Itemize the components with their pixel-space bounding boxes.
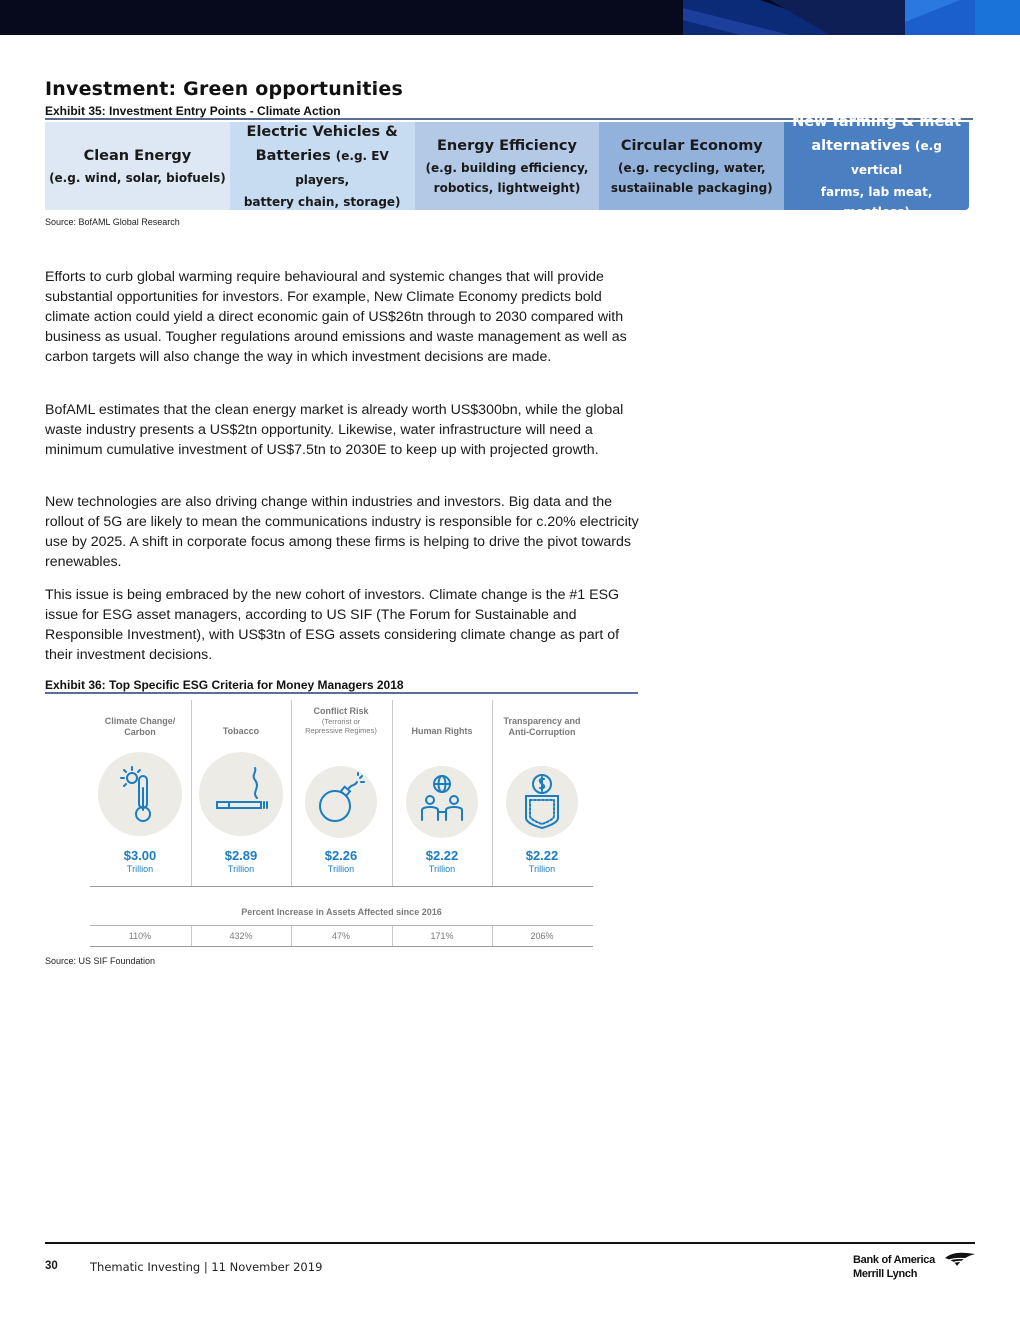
footer-text: Thematic Investing | 11 November 2019 [90,1260,323,1274]
body-paragraph-1: Efforts to curb global warming require behavioural and systemic changes that will provide substantial opportunities for investors. For example, New Climate Economy predicts bold climate action could yield a direct economic gain of US$26tn through to 2030 compared with business as usual. Tougher regulations around emissions and waste management as well as carbon targets will also change the way in which investment decisions are made. [45,269,627,365]
criterion-name: Human Rights [411,726,473,736]
criterion-name: Climate Change/ [104,716,176,726]
entry-box-subtitle: battery chain, storage) [243,195,401,209]
percent-cell: 206% [530,931,554,941]
entry-box-title: New farming & meat [792,114,961,130]
entry-box-subtitle: (e.g. building efficiency, [425,161,589,175]
body-paragraph-4: This issue is being embraced by the new cohort of investors. Climate change is the #1 ESG issue for ESG asset managers, according to US SIF (The Forum for Sustainable and Responsible Investment), with US$3tn of ESG assets considering climate change as part of their investment decisions. [45,587,620,663]
percent-increase-title: Percent Increase in Assets Affected since 2016 [241,907,442,917]
criterion-unit: Trillion [227,864,255,874]
criterion-name: Conflict Risk [313,706,369,716]
esg-criterion-transparency [492,700,592,886]
percent-row-bottom-rule [90,946,593,947]
entry-box-subtitle: (e.g. recycling, water, [618,161,766,175]
entry-box-title: Clean Energy [83,148,192,164]
entry-box-subtitle-inline: (e.g. EV players, [295,149,389,187]
criterion-name-2: Anti-Corruption [508,727,576,737]
entry-points-row [45,114,969,219]
exhibit-36-title: Exhibit 36: Top Specific ESG Criteria for Money Managers 2018 [45,678,404,692]
esg-criterion-tobacco [191,700,291,886]
exhibit-35-title: Exhibit 35: Investment Entry Points - Climate Action [45,104,341,118]
entry-box-circular-economy [599,122,784,210]
criterion-amount: $2.89 [224,848,258,863]
esg-criterion-climate [90,700,190,886]
criterion-amount: $2.22 [425,848,459,863]
criterion-amount: $3.00 [123,848,157,863]
entry-box-energy-efficiency [415,122,600,210]
body-paragraph-3: New technologies are also driving change within industries and investors. Big data and the rollout of 5G are likely to mean the communications industry is responsible for c.20% electricity use by 2025. A shift in corporate focus among these firms is helping to drive the pivot towards renewables. [45,494,639,570]
exhibit-35-source: Source: BofAML Global Research [45,217,180,227]
criterion-unit: Trillion [126,864,154,874]
page-number: 30 [45,1260,58,1272]
entry-box-subtitle: (e.g. wind, solar, biofuels) [49,171,226,185]
banner-graphic [0,0,1020,35]
entry-box-title: Energy Efficiency [437,138,577,154]
esg-criterion-conflict-risk [291,700,391,886]
flag-logo-icon [943,1250,977,1270]
entry-box-title: Circular Economy [620,138,763,154]
criterion-note: (Terrorist or [321,717,361,726]
criterion-name-2: Carbon [124,727,156,737]
percent-cell: 47% [331,931,350,941]
bank-of-america-logo [853,1250,977,1282]
criterion-icon-circle [199,752,283,836]
entry-box-subtitle-inline: (e.g vertical [851,139,942,177]
esg-criterion-human-rights [392,700,492,886]
infographic-divider [90,886,593,887]
esg-criteria-infographic [90,700,593,950]
criterion-unit: Trillion [528,864,556,874]
thermometer-sun-icon [98,752,182,836]
percent-cell: 432% [229,931,253,941]
entry-box-title-2: alternatives [811,138,910,154]
entry-box-title: Electric Vehicles & [246,124,398,140]
logo-line-1: Bank of America [853,1254,935,1266]
criterion-icon-circle [506,766,578,838]
criterion-unit: Trillion [327,864,355,874]
criterion-amount: $2.22 [525,848,559,863]
percent-cell: 110% [128,931,152,941]
exhibit-36-source: Source: US SIF Foundation [45,956,156,966]
criterion-icon-circle [98,752,182,836]
entry-box-subtitle-2: robotics, lightweight) [433,181,581,195]
entry-box-clean-energy [45,122,230,210]
top-banner [0,0,1020,35]
criterion-note-2: Repressive Regimes) [305,726,377,735]
criterion-unit: Trillion [428,864,456,874]
logo-line-2: Merrill Lynch [853,1268,918,1280]
criterion-name: Tobacco [222,726,260,736]
money-pocket-icon [506,766,578,838]
bomb-icon [305,766,377,838]
criterion-name: Transparency and [503,716,581,726]
criterion-icon-circle [305,766,377,838]
exhibit-36-rule [45,692,638,694]
cigarette-icon [199,752,283,836]
body-paragraph-2: BofAML estimates that the clean energy market is already worth US$300bn, while the global waste industry presents a US$2tn opportunity. Likewise, water infrastructure will need a minimum cumulative investment of US$7.5tn to 2030E to keep up with projected growth. [45,402,624,458]
entry-box-new-farming [784,114,969,219]
criterion-icon-circle [406,766,478,838]
people-globe-icon [406,766,478,838]
entry-box-subtitle-2: sustaiinable packaging) [610,181,773,195]
entry-box-title-2: Batteries [255,148,331,164]
entry-box-subtitle: farms, lab meat, meatless) [820,185,933,219]
entry-box-electric-vehicles [230,122,415,210]
section-title: Investment: Green opportunities [45,78,403,100]
footer-rule [45,1242,975,1244]
criterion-amount: $2.26 [324,848,358,863]
percent-cell: 171% [430,931,454,941]
